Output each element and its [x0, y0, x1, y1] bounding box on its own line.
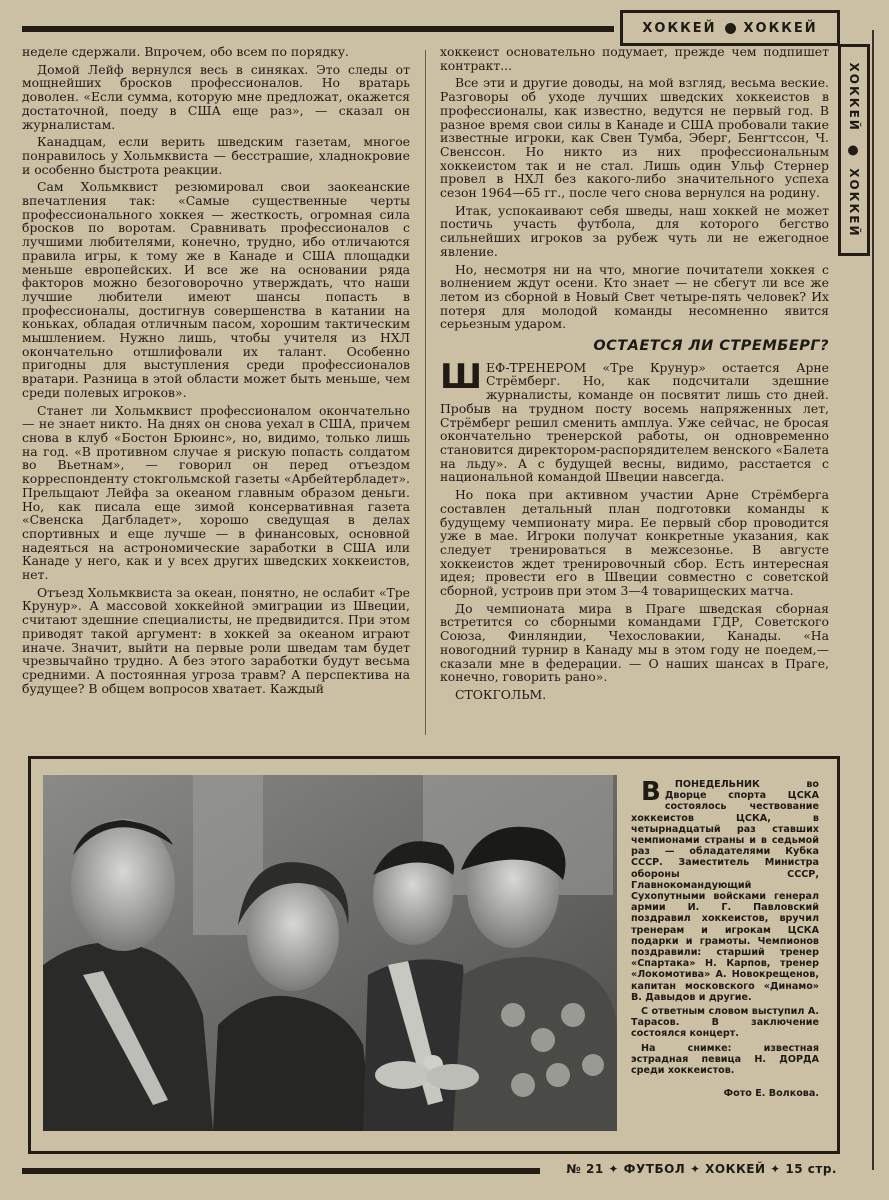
section-header-tag [620, 10, 840, 46]
paragraph: Отъезд Хольмквиста за океан, понятно, не ослабит «Тре Крунур». А массовой хоккейной эмиграции из Швеции, считают здешние специалисты, не предвидится. При этом приводят такой аргумент: в хоккей за океаном играют иначе. Значит, выйти на первые роли шведам там будет чрезвычайно трудно. А без этого заработки будут весьма средними. А постоянная угроза травм? А перспектива на будущее? В общем вопросов хватает. Каждый [22, 584, 410, 696]
photo-caption [631, 779, 819, 1099]
footer-rule [22, 1168, 540, 1174]
caption-drop-cap: В [641, 777, 661, 807]
side-word-2: ХОККЕЙ [847, 168, 861, 238]
section-subheading: ОСТАЕТСЯ ЛИ СТРЕМБЕРГ? [593, 338, 829, 355]
bullet-dot-icon [849, 145, 859, 155]
right-border-rule [872, 30, 874, 1170]
caption-lead-text: ПОНЕДЕЛЬНИК во Дворце спорта ЦСКА состоялось чествование хоккеистов ЦСКА, в четырнадцатый раз ставших чемпионами страны и в седьмой раз — обладателями Кубка СССР. Заместитель Министра обороны СССР, Главнокомандующий Сухопутными войсками генерал армии И. Г. Павловский поздравил хоккеистов, вручил тренерам и игрокам ЦСКА подарки и грамоты. Чемпионов поздравили: старший тренер «Спартака» Н. Карпов, тренер «Локомотива» А. Новокрещенов, капитан московского «Динамо» В. Давыдов и другие. [631, 779, 819, 1003]
photo-hockey-players-with-singer [43, 775, 617, 1131]
article-column-right [440, 45, 829, 702]
lead-text: ЕФ-ТРЕНЕРОМ «Тре Крунур» остается Арне Стрёмберг. Но, как подсчитали здешние журналисты, команде он посвятит лишь сто дней. Пробыв на трудном посту восемь напряженных лет, Стрёмберг решил сменить амплуа. Уже сейчас, не бросая окончательно тренерской работы, он одновременно становится директором-распорядителем венского «Балета на льду». А с будущей весны, видимо, расстается с национальной командой Швеции навсегда. [440, 359, 829, 485]
paragraph: Сам Хольмквист резюмировал свои заокеанские впечатления так: «Самые существенные черты профессионального хоккея — жесткость, огромная сила бросков по воротам. Сравнивать профессионалов с лучшими любителями, конечно, трудно, ибо отличаются правила игры, к тому же в Канаде и США площадки меньше европейских. И все же на основании ряда факторов можно безоговорочно утверждать, что наши лучшие любители имеют шансы попасть в профессионалы, достигнув совершенства в катании на коньках, обладая отличным пасом, хорошим тактическим мышлением. Нужно лишь, чтобы учителя из НХЛ окончательно отшлифовали их талант. Особенно пригодны для выступления среди профессионалов вратари. Разница в этой области может быть меньше, чем среди полевых игроков». [22, 179, 410, 400]
top-rule [22, 26, 614, 32]
side-tag-text [847, 63, 861, 238]
article-column-left [22, 45, 410, 695]
caption-paragraph: С ответным словом выступил А. Тарасов. В заключение состоялся концерт. [631, 1006, 819, 1040]
side-word-1: ХОККЕЙ [847, 62, 861, 132]
paragraph: Домой Лейф вернулся весь в синяках. Это следы от мощнейших бросков профессионалов. Но вратарь доволен. «Если сумма, которую мне предложат, окажется достаточной, поеду в США еще раз», — сказал он журналистам. [22, 61, 410, 132]
paragraph: неделе сдержали. Впрочем, обо всем по порядку. [22, 44, 349, 59]
dateline: СТОКГОЛЬМ. [455, 686, 547, 702]
photo-feature-box [28, 756, 840, 1154]
paragraph: Станет ли Хольмквист профессионалом окончательно — не знает никто. На днях он снова уехал в США, причем снова в клуб «Бостон Брюинс», но, видимо, только лишь на год. «В противном случае я рискую попасть солдатом во Вьетнам», — говорил он перед отъездом корреспонденту стокгольмской газеты «Арбейтербладет». Прельщают Лейфа за океаном главным образом деньги. Но, как писала еще зимой консервативная газета «Свенска Дагбладет», хорошо сведущая в делах спортивных и еще лучше — в финансовых, основной надеяться на астрономические заработки в США или Канаде у него, как и у всех других шведских хоккеистов, нет. [22, 402, 410, 583]
page-footer: № 21 ✦ ФУТБОЛ ✦ ХОККЕЙ ✦ 15 стр. [566, 1162, 837, 1176]
lead-paragraph [440, 356, 829, 485]
paragraph: Итак, успокаивают себя шведы, наш хоккей не может постичь участь футбола, для которого бегство сильнейших игроков за рубеж чуть ли не ежегодное явление. [440, 202, 829, 259]
photo-credit: Фото Е. Волкова. [723, 1088, 819, 1100]
paragraph: Все эти и другие доводы, на мой взгляд, весьма веские. Разговоры об уходе лучших шведских хоккеистов в профессионалы, как известно, ведутся не первый год. В разное время свои силы в Канаде и США пробовали такие известные игроки, как Свен Тумба, Эберг, Бенгтссон, Ч. Свенссон. Но никто из них профессиональным хоккеистом так и не стал. Лишь один Ульф Стернер провел в НХЛ без какого-либо значительного успеха сезон 1964—65 гг., после чего снова вернулся на родину. [440, 75, 829, 201]
caption-paragraph: На снимке: известная эстрадная певица Н. ДОРДА среди хоккеистов. [631, 1042, 819, 1077]
side-section-tag [838, 44, 870, 256]
paragraph: Канадцам, если верить шведским газетам, многое понравилось у Хольмквиста — бесстрашие, хладнокровие и особенно быстрота реакции. [22, 134, 410, 177]
caption-lead [631, 779, 819, 1003]
paragraph: Но пока при активном участии Арне Стрёмберга составлен детальный план подготовки команды к будущему чемпионату мира. Ее первый сбор проводится уже в мае. Игроки получат конкретные указания, как следует тренироваться в межсезонье. В августе хоккеистов ждет тренировочный сбор. Есть интересная идея; провести его в Швеции совместно с советской сборной, устроив при этом 3—4 товарищеских матча. [440, 487, 829, 599]
photo-illustration [43, 775, 617, 1131]
paragraph: Но, несмотря ни на что, многие почитатели хоккея с волнением ждут осени. Кто знает — не сбегут ли все же летом из сборной в Новый Свет четыре-пять человек? Их потеря для молодой команды несомненно явится серьезным ударом. [440, 261, 829, 332]
header-word-1: ХОККЕЙ [642, 20, 717, 36]
header-word-2: ХОККЕЙ [743, 20, 818, 36]
bullet-dot-icon [725, 23, 736, 34]
drop-cap: Ш [440, 356, 483, 397]
paragraph: хоккеист основательно подумает, прежде чем подпишет контракт... [440, 44, 829, 73]
paragraph: До чемпионата мира в Праге шведская сборная встретится со сборными командами ГДР, Советского Союза, Финляндии, Чехословакии, Канады. «На новогодний турнир в Канаду мы в этом году не поедем,—сказали мне в федерации. — О наших шансах в Праге, конечно, говорить рано». [440, 600, 829, 685]
column-divider [425, 50, 426, 735]
